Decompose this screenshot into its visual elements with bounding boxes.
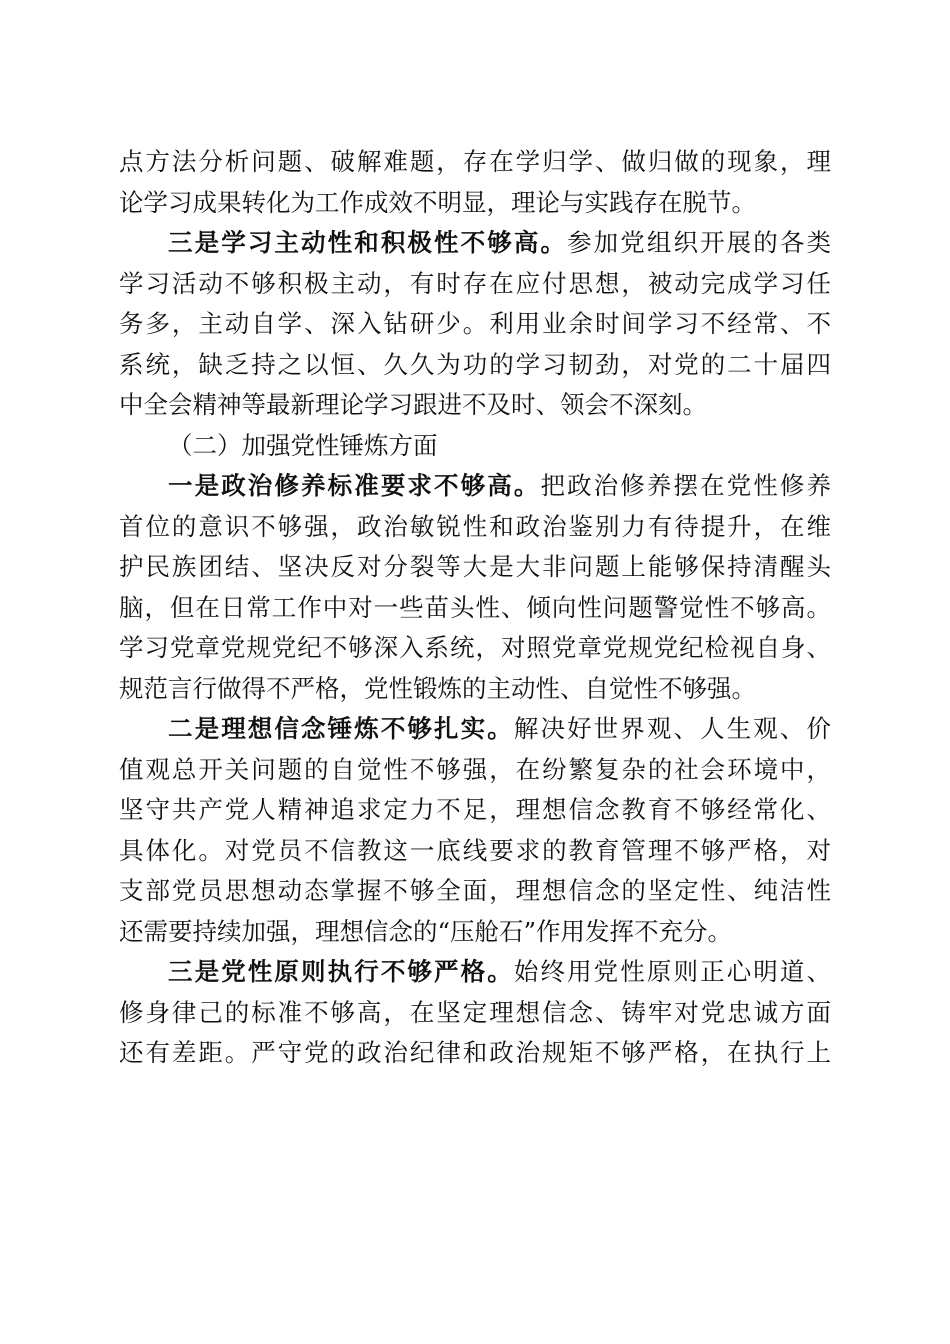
text-line: 学习活动不够积极主动，有时存在应付思想，被动完成学习任 [119, 268, 831, 298]
text-line: 务多，主动自学、深入钻研少。利用业余时间学习不经常、不 [119, 309, 831, 338]
paragraph-lead: 三是党性原则执行不够严格。 [168, 957, 514, 986]
paragraph-lead: 一是政治修养标准要求不够高。 [168, 471, 541, 500]
text-line: 还有差距。严守党的政治纪律和政治规矩不够严格，在执行上 [119, 1038, 831, 1067]
text-run: 解决好世界观、人生观、价 [513, 714, 832, 743]
paragraph-2 [119, 223, 831, 426]
text-line: 脑，但在日常工作中对一些苗头性、倾向性问题警觉性不够高。 [119, 592, 831, 622]
text-line: 支部党员思想动态掌握不够全面，理想信念的坚定性、纯洁性 [119, 876, 831, 905]
text-line: 学习党章党规党纪不够深入系统，对照党章党规党纪检视自身、 [119, 633, 831, 662]
paragraph-5 [119, 952, 831, 1074]
text-line: 中全会精神等最新理论学习跟进不及时、领会不深刻。 [119, 390, 707, 419]
text-line: 规范言行做得不严格，党性锻炼的主动性、自觉性不够强。 [119, 673, 756, 703]
text-run: 参加党组织开展的各类 [567, 228, 831, 257]
text-line: 还需要持续加强，理想信念的“压舱石”作用发挥不充分。 [119, 916, 733, 946]
text-line: 论学习成果转化为工作成效不明显，理论与实践存在脱节。 [119, 187, 756, 217]
text-line: 首位的意识不够强，政治敏锐性和政治鉴别力有待提升，在维 [119, 511, 831, 541]
paragraph-lead: 三是学习主动性和积极性不够高。 [168, 228, 568, 257]
paragraph-1 [119, 142, 831, 223]
text-line [119, 709, 831, 750]
section-heading: （二）加强党性锤炼方面 [168, 430, 438, 460]
text-line: 坚守共产党人精神追求定力不足，理想信念教育不够经常化、 [119, 795, 831, 824]
text-line [119, 223, 831, 264]
text-line: 护民族团结、坚决反对分裂等大是大非问题上能够保持清醒头 [119, 552, 831, 581]
paragraph-3 [119, 466, 831, 709]
text-line [119, 952, 831, 993]
document-body [119, 142, 831, 1074]
text-line: 点方法分析问题、破解难题，存在学归学、做归做的现象，理 [119, 147, 831, 176]
paragraph-4 [119, 709, 831, 952]
text-run: 把政治修养摆在党性修养 [540, 471, 832, 500]
text-line: 修身律己的标准不够高，在坚定理想信念、铸牢对党忠诚方面 [119, 997, 831, 1027]
text-line: 值观总开关问题的自觉性不够强，在纷繁复杂的社会环境中， [119, 754, 831, 784]
text-line [119, 466, 831, 507]
text-line: 系统，缺乏持之以恒、久久为功的学习韧劲，对党的二十届四 [119, 349, 831, 379]
text-run: 始终用党性原则正心明道、 [513, 957, 832, 986]
paragraph-lead: 二是理想信念锤炼不够扎实。 [168, 714, 514, 743]
text-line: 具体化。对党员不信教这一底线要求的教育管理不够严格，对 [119, 835, 831, 865]
